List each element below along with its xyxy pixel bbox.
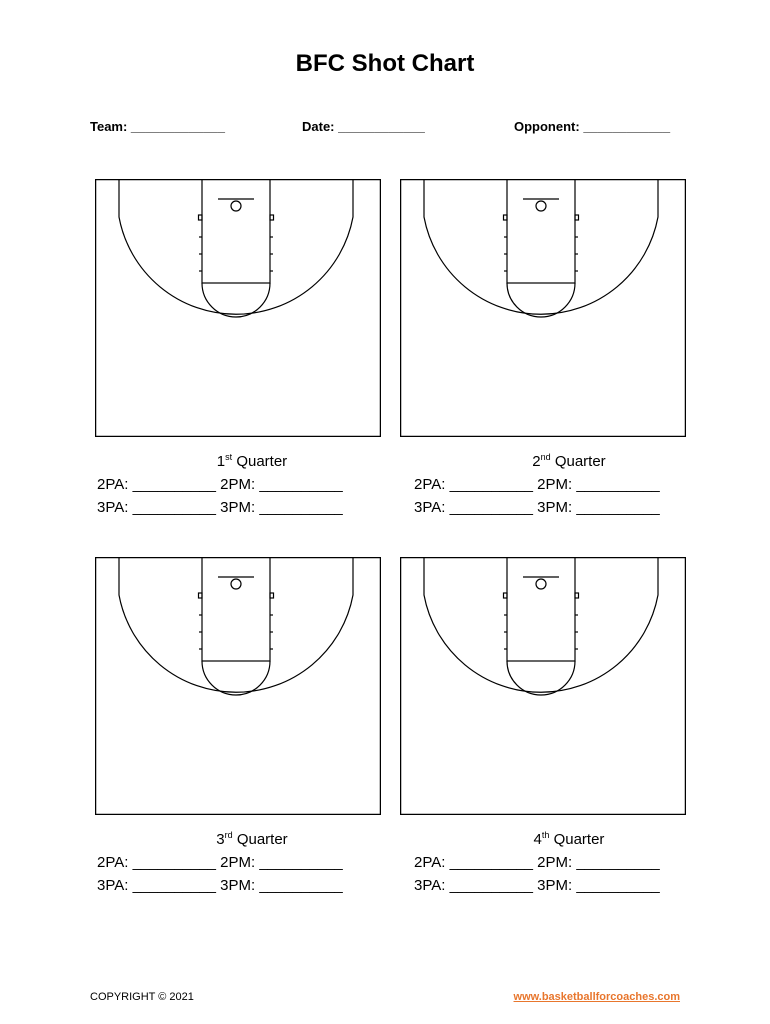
two-point-line: 2PA: __________ 2PM: __________ — [414, 854, 660, 871]
quarter-stats-q1 — [97, 446, 397, 519]
two-point-line: 2PA: __________ 2PM: __________ — [97, 854, 343, 871]
court-diagram-q2 — [400, 179, 686, 437]
two-point-line: 2PA: __________ 2PM: __________ — [414, 476, 660, 493]
quarter-stats-q2 — [414, 446, 714, 519]
quarter-label: 4th Quarter — [533, 830, 605, 848]
two-point-line: 2PA: __________ 2PM: __________ — [97, 476, 343, 493]
quarter-label: 1st Quarter — [216, 452, 288, 470]
opponent-field: Opponent: ____________ — [514, 119, 671, 134]
quarter-label: 3rd Quarter — [216, 830, 288, 848]
three-point-line: 3PA: __________ 3PM: __________ — [414, 877, 660, 894]
quarter-stats-q4 — [414, 824, 714, 897]
website-link[interactable]: www.basketballforcoaches.com — [513, 991, 680, 1003]
court-diagram-q1 — [95, 179, 381, 437]
three-point-line: 3PA: __________ 3PM: __________ — [97, 877, 343, 894]
page-title: BFC Shot Chart — [295, 50, 475, 77]
court-diagram-q3 — [95, 557, 381, 815]
court-diagram-q4 — [400, 557, 686, 815]
three-point-line: 3PA: __________ 3PM: __________ — [97, 499, 343, 516]
date-field: Date: ____________ — [302, 119, 425, 134]
team-field: Team: _____________ — [90, 119, 225, 134]
quarter-label: 2nd Quarter — [532, 452, 606, 470]
copyright-text: COPYRIGHT © 2021 — [90, 991, 194, 1003]
three-point-line: 3PA: __________ 3PM: __________ — [414, 499, 660, 516]
quarter-stats-q3 — [97, 824, 397, 897]
